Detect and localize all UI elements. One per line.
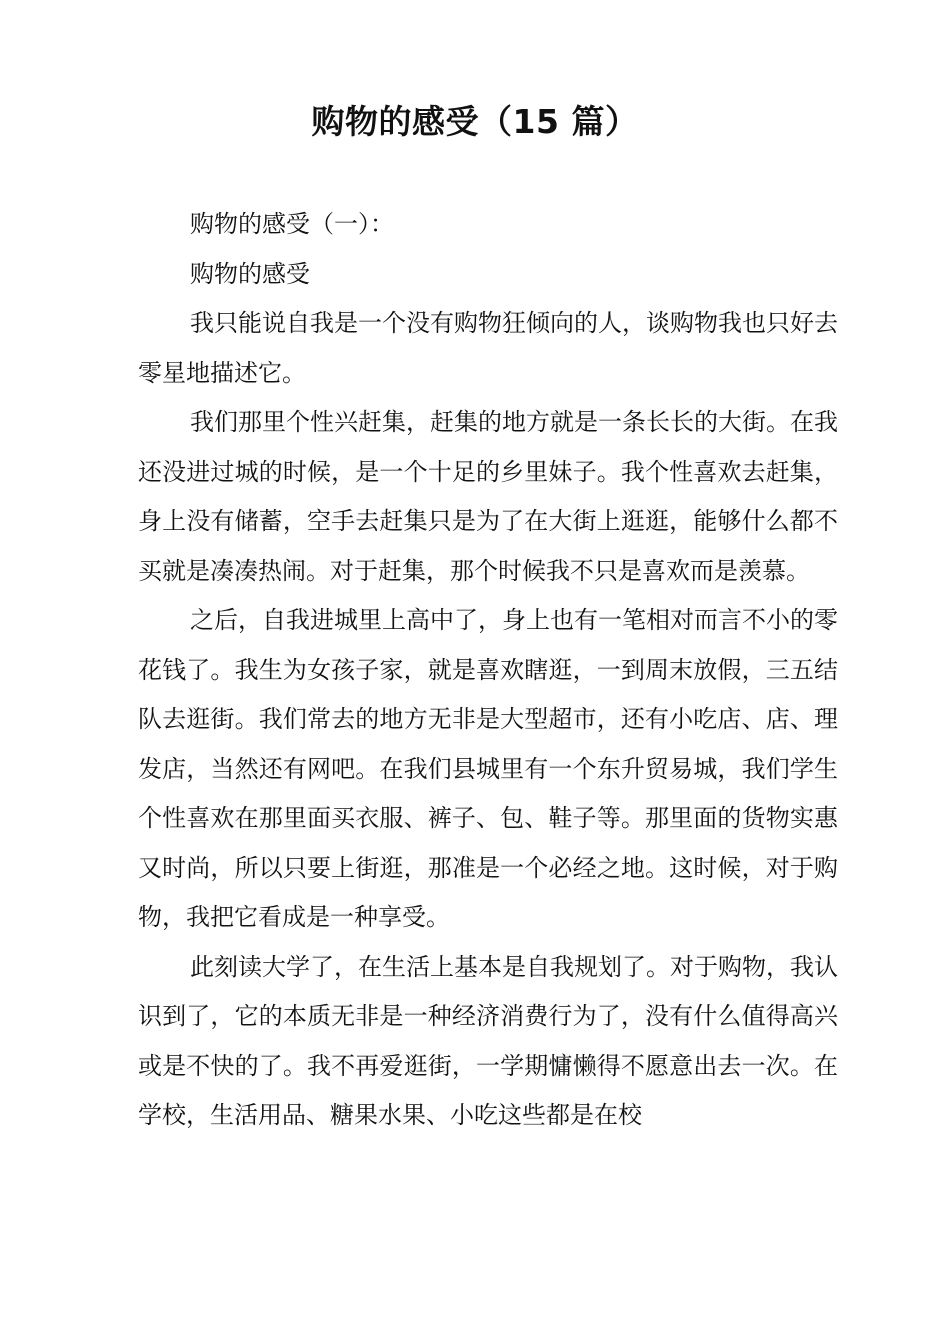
paragraph-high-school: 之后，自我进城里上高中了，身上也有一笔相对而言不小的零花钱了。我生为女孩子家，就是喜欢瞎逛，一到周末放假，三五结队去逛街。我们常去的地方无非是大型超市，还有小吃店、店、理发店，当然还有网吧。在我们县城里有一个东升贸易城，我们学生个性喜欢在那里面买衣服、裤子、包、鞋子等。那里面的货物实惠又时尚，所以只要上街逛，那准是一个必经之地。这时候，对于购物，我把它看成是一种享受。 — [138, 606, 838, 931]
paragraph-university: 此刻读大学了，在生活上基本是自我规划了。对于购物，我认识到了，它的本质无非是一种经济消费行为了，没有什么值得高兴或是不快的了。我不再爱逛街，一学期慵懒得不愿意出去一次。在学校，生活用品、糖果水果、小吃这些都是在校 — [138, 952, 838, 1129]
paragraph-village-market: 我们那里个性兴赶集，赶集的地方就是一条长长的大街。在我还没进过城的时候，是一个十足的乡里妹子。我个性喜欢去赶集，身上没有储蓄，空手去赶集只是为了在大街上逛逛，能够什么都不买就是凑凑热闹。对于赶集，那个时候我不只是喜欢而是羡慕。 — [138, 408, 838, 585]
document-title: 购物的感受（15 篇） — [311, 102, 639, 141]
paragraph-article-title: 购物的感受 — [190, 259, 310, 288]
document-body — [138, 200, 838, 1141]
paragraph-intro: 我只能说自我是一个没有购物狂倾向的人，谈购物我也只好去零星地描述它。 — [138, 309, 838, 387]
paragraph-section-heading: 购物的感受（一）： — [190, 210, 394, 238]
